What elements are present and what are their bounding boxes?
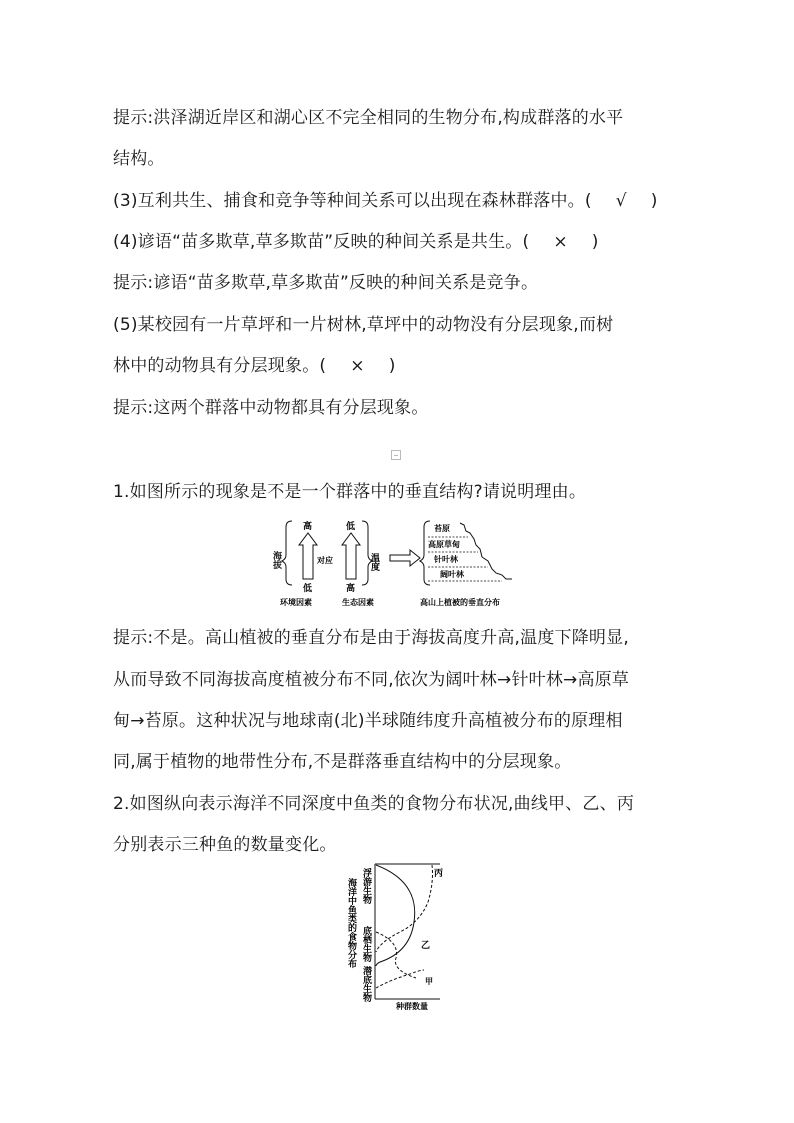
statement-4-close: ): [591, 232, 599, 252]
statement-3: [113, 190, 658, 212]
question-2-line-1: 2.如图纵向表示海洋不同深度中鱼类的食物分布状况,曲线甲、乙、丙: [113, 794, 635, 814]
answer-1-line-3: 甸→苔原。这种状况与地球南(北)半球随纬度升高植被分布的原理相: [113, 711, 623, 731]
statement-3-text: (3)互利共生、捕食和竞争等种间关系可以出现在森林群落中。(: [113, 191, 592, 211]
env-low-label: 低: [303, 584, 313, 594]
answer-1-line-4: 同,属于植物的地带性分布,不是群落垂直结构中的分层现象。: [113, 752, 572, 772]
zone-meadow: 高原草甸: [428, 540, 460, 549]
env-high-label: 高: [303, 522, 313, 532]
statement-5-text: 林中的动物具有分层现象。(: [113, 356, 327, 376]
label-yi: 乙: [421, 941, 431, 951]
eco-arrow: [342, 533, 360, 579]
answer-1-line-1: 提示:不是。高山植被的垂直分布是由于海拔高度升高,温度下降明显,: [113, 628, 629, 648]
left-brace: [282, 521, 292, 585]
label-bing: 丙: [434, 869, 444, 879]
statement-3-close: ): [650, 191, 658, 211]
figure-fish-distribution: [340, 862, 460, 1012]
caption-env: 环境因素: [280, 598, 312, 607]
hint-line-3: 提示:谚语“苗多欺草,草多欺苗”反映的种间关系是竞争。: [113, 273, 539, 293]
caption-eco: 生态因素: [342, 598, 374, 607]
curve-jia: [376, 932, 416, 978]
zone-brace: [420, 521, 430, 585]
eco-high-label: 高: [346, 584, 356, 594]
band-plankton: 浮游生物: [361, 868, 371, 904]
env-arrow: [299, 533, 317, 579]
check-mark: √: [615, 191, 627, 211]
right-arrow-icon: [390, 550, 420, 566]
fig2-y-title: 海洋中鱼类的食物分布: [346, 878, 356, 968]
hint-line-4: 提示:这两个群落中动物都具有分层现象。: [113, 398, 429, 418]
curve-bing: [376, 865, 433, 952]
correspond-label: 对应: [317, 556, 333, 565]
statement-4: [113, 231, 599, 253]
temperature-label: 温度: [369, 553, 379, 571]
statement-5-close: ): [388, 356, 396, 376]
statement-5-line-1: (5)某校园有一片草坪和一片树林,草坪中的动物没有分层现象,而树: [113, 315, 614, 335]
curve-jia-tail: [376, 970, 424, 988]
question-1: 1.如图所示的现象是不是一个群落中的垂直结构?请说明理由。: [113, 482, 587, 502]
caption-veg: 高山上植被的垂直分布: [420, 598, 500, 607]
curve-yi: [376, 865, 415, 966]
band-burrowing: 潜底生物: [361, 966, 371, 1002]
section-divider-icon: [391, 450, 401, 460]
statement-5-line-2: [113, 355, 396, 377]
fig2-x-title: 种群数量: [396, 1002, 428, 1011]
zone-tundra: 苔原: [434, 524, 450, 533]
statement-4-text: (4)谚语“苗多欺草,草多欺苗”反映的种间关系是共生。(: [113, 232, 530, 252]
altitude-label: 海拔: [271, 551, 281, 569]
mountain-outline: [460, 523, 512, 579]
eco-low-label: 低: [346, 522, 356, 532]
answer-1-line-2: 从而导致不同海拔高度植被分布不同,依次为阔叶林→针叶林→高原草: [113, 670, 630, 690]
cross-mark: ×: [553, 232, 568, 252]
hint-line-1: 提示:洪泽湖近岸区和湖心区不完全相同的生物分布,构成群落的水平: [113, 108, 624, 128]
band-benthic: 底栖生物: [361, 926, 371, 962]
figure-vegetation-distribution: [270, 517, 530, 609]
question-2-line-2: 分别表示三种鱼的数量变化。: [113, 835, 337, 855]
label-jia: 甲: [425, 977, 433, 986]
cross-mark: ×: [350, 356, 365, 376]
zone-conifer: 针叶林: [434, 555, 458, 564]
zone-broadleaf: 阔叶林: [440, 570, 464, 579]
hint-line-2: 结构。: [113, 149, 165, 169]
